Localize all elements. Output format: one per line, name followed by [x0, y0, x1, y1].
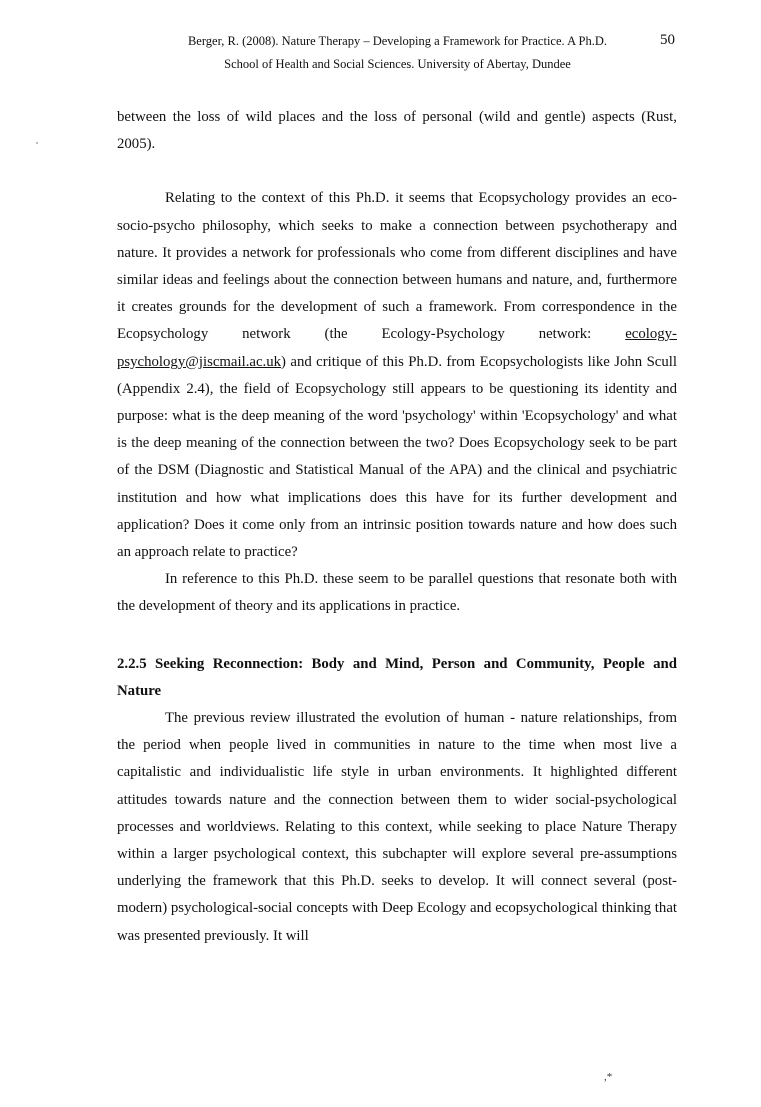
paragraph-continuation: between the loss of wild places and the loss of personal (wild and gentle) aspects (Rust, 2005). [117, 109, 677, 153]
paragraph-text: ) and critique of this Ph.D. from Ecopsychologists like John Scull (Appendix 2.4), the field of Ecopsychology still appears to be questioning its identity and purpose: what is the deep meaning of the word 'psychology' within 'Ecopsychology' and what is the deep meaning of the connection between the two? Does Ecopsychology seek to be part of the DSM (Diagnostic and Statistical Manual of the APA) and the clinical and psychiatric institution and how what implications does this have for its further development and application? Does it come only from an intrinsic position towards nature and how does such an approach relate to practice? [117, 353, 677, 561]
header-institution: School of Health and Social Sciences. University of Abertay, Dundee [224, 57, 571, 71]
paragraph-reference: In reference to this Ph.D. these seem to be parallel questions that resonate both with the development of theory and its applications in practice. [117, 571, 677, 615]
running-header [150, 30, 645, 76]
scan-speck [36, 142, 38, 144]
body-text [117, 104, 677, 950]
scan-mark: ,* [604, 1071, 613, 1083]
email-link[interactable]: ecology-psychology@jiscmail.ac.uk [117, 326, 677, 370]
page-number: 50 [660, 32, 675, 48]
paragraph-text: Relating to the context of this Ph.D. it seems that Ecopsychology provides an eco-socio-psycho philosophy, which seeks to make a connection between psychotherapy and nature. It provides a network for professionals who come from different disciplines and have similar ideas and feelings about the connection between humans and nature, and, furthermore it creates grounds for the development of such a framework. From correspondence in the Ecopsychology network (the Ecology-Psychology network: [117, 190, 677, 343]
header-citation: Berger, R. (2008). Nature Therapy – Developing a Framework for Practice. A Ph.D. [187, 34, 608, 48]
paragraph-review: The previous review illustrated the evolution of human - nature relationships, from the period when people lived in communities in nature to the time when most live a capitalistic and individualistic life style in urban environments. It highlighted different attitudes towards nature and the connection between them to wider social-psychological processes and worldviews. Relating to this context, while seeking to place Nature Therapy within a larger psychological context, this subchapter will explore several pre-assumptions underlying the framework that this Ph.D. seeks to develop. It will connect several (post-modern) psychological-social concepts with Deep Ecology and ecopsychological thinking that was presented previously. It will [117, 710, 677, 944]
paragraph-ecopsychology [117, 185, 677, 566]
section-heading: 2.2.5 Seeking Reconnection: Body and Mind, Person and Community, People and Nature [117, 655, 677, 699]
